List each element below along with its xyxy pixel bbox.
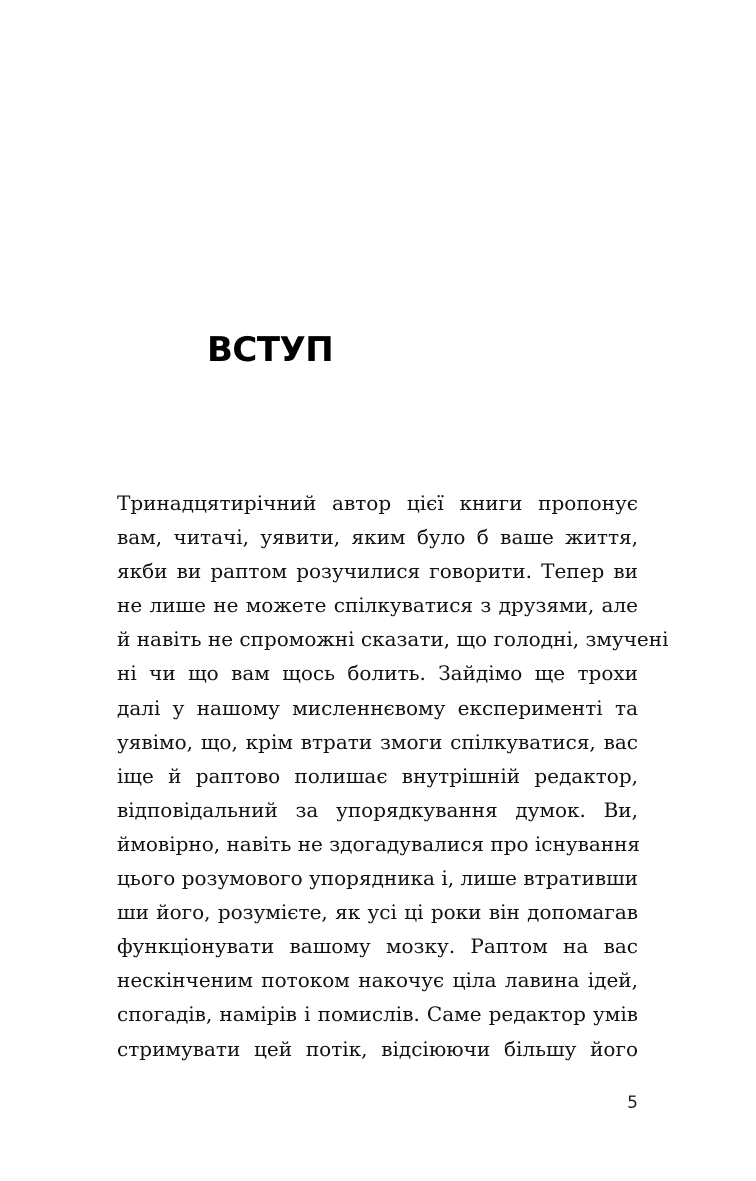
chapter-heading: ВСТУП: [207, 330, 334, 370]
text-line: вам, читачі, уявити, яким було б ваше життя,: [117, 525, 638, 550]
text-line: не лише не можете спілкуватися з друзями, але: [117, 593, 638, 618]
text-line: якби ви раптом розучилися говорити. Тепер ви: [117, 559, 638, 584]
text-line: Тринадцятирічний автор цієї книги пропонує: [117, 491, 638, 515]
text-line: функціонувати вашому мозку. Раптом на вас: [117, 934, 638, 959]
text-line: цього розумового упорядника і, лише втративши: [117, 866, 638, 891]
body-paragraph: [117, 486, 669, 1066]
text-line: іще й раптово полишає внутрішній редактор,: [117, 763, 638, 788]
text-line: спогадів, намірів і помислів. Саме редактор умів: [117, 1002, 638, 1027]
text-line: й навіть не спроможні сказати, що голодні, змучені: [117, 627, 669, 652]
text-line: стримувати цей потік, відсіюючи більшу його: [117, 1036, 638, 1061]
text-line: уявімо, що, крім втрати змоги спілкуватися, вас: [117, 729, 638, 754]
text-line: нескінченим потоком накочує ціла лавина ідей,: [117, 968, 638, 993]
text-line: відповідальний за упорядкування думок. Ви,: [117, 797, 638, 822]
page-number: 5: [627, 1093, 638, 1113]
text-line: ши його, розумієте, як усі ці роки він допомагав: [117, 900, 638, 925]
text-line: далі у нашому мисленнєвому експерименті та: [117, 695, 638, 720]
text-line: ні чи що вам щось болить. Зайдімо ще трохи: [117, 661, 638, 686]
text-line: ймовірно, навіть не здогадувалися про існування: [117, 831, 641, 856]
